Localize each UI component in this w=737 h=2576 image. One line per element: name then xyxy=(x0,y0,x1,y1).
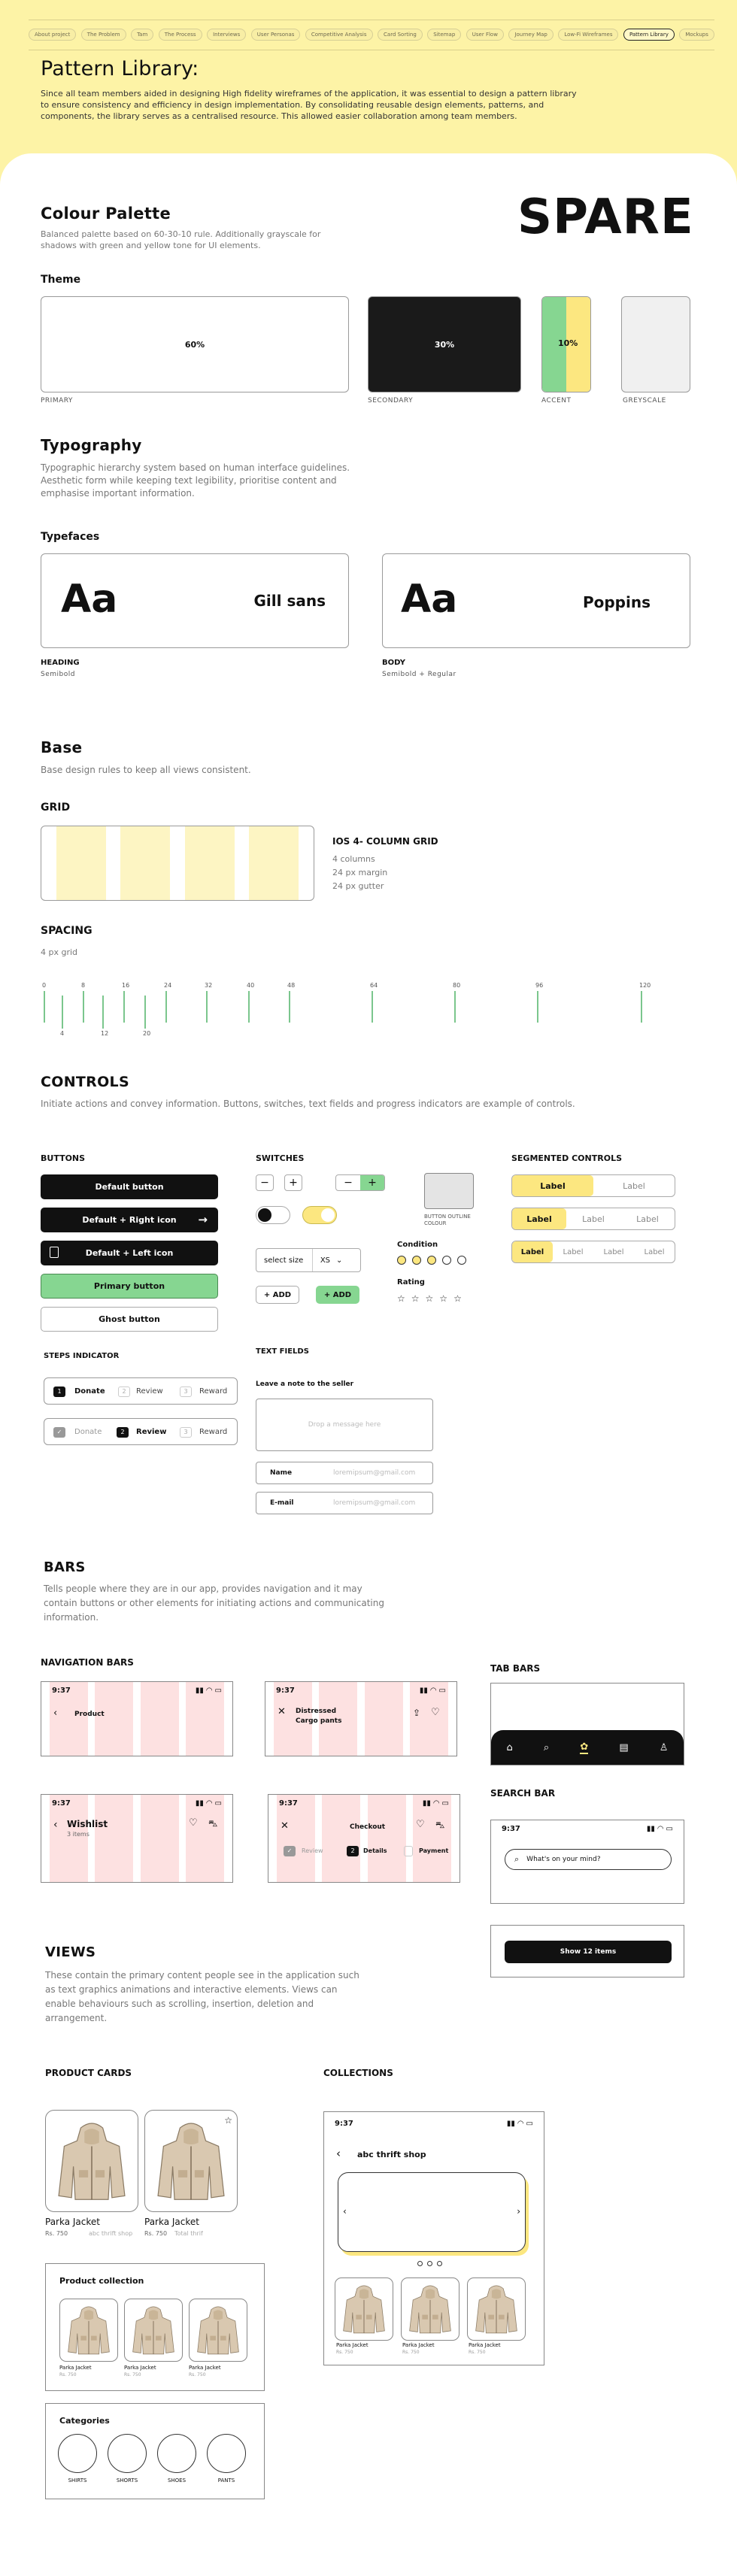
spacing-value: 4 xyxy=(60,1030,65,1037)
share-icon[interactable]: ⇪ xyxy=(413,1708,421,1718)
back-chevron-icon[interactable]: ‹ xyxy=(53,1708,58,1719)
button-label: Default + Right icon xyxy=(82,1215,177,1225)
tab-bar xyxy=(491,1730,684,1765)
category-label: SHIRTS xyxy=(68,2478,87,2484)
spacing-value: 8 xyxy=(81,982,86,989)
chevron-right-icon[interactable]: › xyxy=(517,2206,520,2217)
condition-radio[interactable] xyxy=(442,1256,451,1265)
nav-link[interactable]: Card Sorting xyxy=(378,29,423,41)
secondary-swatch: 30% xyxy=(368,296,521,392)
nav-bar-wishlist xyxy=(41,1794,233,1883)
clipboard-icon xyxy=(50,1247,59,1258)
grid-column xyxy=(249,826,299,900)
product-image[interactable] xyxy=(189,2299,247,2362)
jacket-image xyxy=(402,2278,459,2340)
spacing-value: 16 xyxy=(122,982,130,989)
nav-title: Distressed xyxy=(296,1708,337,1715)
product-cards-title: PRODUCT CARDS xyxy=(45,2068,132,2078)
status-bar xyxy=(52,1687,222,1695)
typography-title: Typography xyxy=(41,436,142,454)
category-circle[interactable] xyxy=(157,2434,196,2473)
grid-margin: 24 px margin xyxy=(332,868,388,877)
select-value xyxy=(312,1249,360,1271)
categories-title: Categories xyxy=(59,2416,110,2426)
back-chevron-icon[interactable]: ‹ xyxy=(53,1819,58,1831)
spacing-tick xyxy=(454,991,456,1023)
secondary-label: SECONDARY xyxy=(368,397,414,405)
search-placeholder: What's on your mind? xyxy=(526,1856,601,1863)
minus-icon[interactable]: − xyxy=(344,1177,353,1189)
rating-stars[interactable] xyxy=(397,1293,462,1304)
bars-title: BARS xyxy=(44,1559,86,1575)
toggle-knob xyxy=(321,1208,335,1222)
nav-link[interactable]: User Flow xyxy=(466,29,504,41)
name-field[interactable] xyxy=(256,1462,433,1484)
check-icon: ✓ xyxy=(284,1846,296,1856)
segmented-3[interactable] xyxy=(511,1208,675,1230)
segment[interactable]: Label xyxy=(512,1208,566,1229)
jacket-image xyxy=(46,2111,138,2211)
product-image[interactable] xyxy=(401,2277,459,2341)
spacing-sub: 4 px grid xyxy=(41,947,78,957)
time: 9:37 xyxy=(52,1687,71,1695)
condition-label: Condition xyxy=(397,1241,438,1249)
toggle-on[interactable] xyxy=(302,1206,337,1224)
star-icon[interactable]: ☆ xyxy=(439,1293,448,1304)
page-lead: Since all team members aided in designing High fidelity wireframes of the application, it was essential to design a pattern library to ensure consistency and efficiency in design implementation. By consolidating reusable design elements, patterns, and components, the library serves as a centralised resource. This allowed easier collaboration among team members. xyxy=(41,89,577,121)
time: 9:37 xyxy=(502,1825,520,1833)
brand-logo: SPARE xyxy=(517,189,694,245)
nav-link[interactable]: Pattern Library xyxy=(623,29,675,41)
step-label: Reward xyxy=(199,1387,228,1396)
step-number: 3 xyxy=(180,1386,192,1397)
collection-title: Product collection xyxy=(59,2276,144,2286)
spacing-value: 48 xyxy=(287,982,296,989)
textfields-title: TEXT FIELDS xyxy=(256,1347,309,1356)
product-price: Rs. 750 xyxy=(469,2350,486,2355)
spacing-tick xyxy=(144,996,146,1029)
bars-desc: Tells people where they are in our app, provides navigation and it may contain buttons or other elements for initiating actions and communicating information. xyxy=(44,1583,384,1623)
heading-weight: Semibold xyxy=(41,671,75,678)
product-image[interactable] xyxy=(124,2299,183,2362)
product-price: Rs. 750 xyxy=(189,2372,206,2377)
close-icon[interactable]: ✕ xyxy=(281,1820,289,1832)
body-font-name: Poppins xyxy=(582,593,651,611)
spacing-tick xyxy=(248,991,250,1023)
product-shop: abc thrift shop xyxy=(89,2230,133,2237)
signal-icon: ▮▮ ◠ ▭ xyxy=(422,1799,449,1808)
views-title: VIEWS xyxy=(45,1944,96,1960)
segment[interactable]: Label xyxy=(512,1241,553,1262)
nav-bars-title: NAVIGATION BARS xyxy=(41,1657,134,1668)
theme-title: Theme xyxy=(41,274,81,286)
show-items-button[interactable]: Show 12 items xyxy=(505,1941,672,1963)
spacing-value: 64 xyxy=(370,982,378,989)
spacing-tick xyxy=(123,991,125,1023)
views-desc: These contain the primary content people see in the application such as text graphics animations and interactive elements. Views can enable behaviours such as scrolling, insertion, deletion and arrangement. xyxy=(45,1970,359,2023)
body-sample: Aa xyxy=(401,577,458,622)
donate-icon[interactable]: ✿ xyxy=(580,1741,589,1753)
base-desc: Base design rules to keep all views consistent. xyxy=(41,765,251,775)
spacing-tick xyxy=(102,996,104,1029)
product-name: Parka Jacket xyxy=(59,2365,92,2371)
product-name: Parka Jacket xyxy=(402,2342,435,2348)
star-icon[interactable]: ☆ xyxy=(425,1293,434,1304)
grid-overlay xyxy=(41,1795,232,1882)
cart-icon[interactable]: ⛍ xyxy=(208,1818,218,1829)
greyscale-label: GREYSCALE xyxy=(623,397,666,405)
product-name: Parka Jacket xyxy=(189,2365,221,2371)
heart-icon[interactable]: ♡ xyxy=(416,1819,425,1830)
search-input[interactable] xyxy=(505,1849,672,1870)
category-label: SHOES xyxy=(167,2478,187,2484)
nav-link[interactable]: Sitemap xyxy=(427,29,461,41)
step-number: 2 xyxy=(347,1846,359,1856)
condition-radio[interactable] xyxy=(412,1256,421,1265)
user-icon[interactable]: ♙ xyxy=(659,1741,669,1753)
grid-preview xyxy=(41,826,314,901)
product-image[interactable] xyxy=(59,2299,118,2362)
signal-icon: ▮▮ ◠ ▭ xyxy=(506,2120,533,2128)
body-weight: Semibold + Regular xyxy=(382,671,456,678)
signal-icon: ▮▮ ◠ ▭ xyxy=(195,1799,222,1808)
grid-overlay xyxy=(268,1795,459,1882)
status-bar xyxy=(335,2120,533,2128)
status-bar xyxy=(279,1799,449,1808)
condition-radio[interactable] xyxy=(397,1256,406,1265)
grid-column xyxy=(56,826,106,900)
step-label: Donate xyxy=(74,1387,105,1396)
category-circle[interactable] xyxy=(108,2434,147,2473)
step-label: Donate xyxy=(74,1428,102,1436)
segment[interactable]: Label xyxy=(636,1214,659,1224)
status-bar xyxy=(276,1687,446,1695)
typography-desc: Typographic hierarchy system based on human interface guidelines. Aesthetic form while keeping text legibility, prioritise content and emphasise important information. xyxy=(41,462,350,499)
grid-column xyxy=(120,826,170,900)
default-left-icon-button[interactable] xyxy=(41,1241,218,1265)
nav-link[interactable]: Journey Map xyxy=(508,29,553,41)
default-button[interactable]: Default button xyxy=(41,1174,218,1199)
step-label: Reward xyxy=(199,1428,228,1436)
nav-link[interactable]: The Problem xyxy=(81,29,126,41)
primary-swatch: 60% xyxy=(41,296,349,392)
step-label: Review xyxy=(136,1428,167,1436)
product-collection xyxy=(45,2263,265,2391)
spacing-title: SPACING xyxy=(41,925,93,937)
shop-icon[interactable]: ▤ xyxy=(619,1741,629,1753)
category-circle[interactable] xyxy=(58,2434,97,2473)
grid-title: GRID xyxy=(41,802,71,814)
select-value-text: XS xyxy=(320,1256,331,1265)
body-label: BODY xyxy=(382,659,405,667)
search-icon[interactable]: ⌕ xyxy=(543,1741,550,1753)
field-label: Name xyxy=(270,1469,293,1477)
spacing-tick xyxy=(206,991,208,1023)
status-bar xyxy=(52,1799,222,1808)
rating-label: Rating xyxy=(397,1278,425,1286)
switches-title: SWITCHES xyxy=(256,1153,305,1163)
nav-title: Checkout xyxy=(350,1823,386,1831)
segment[interactable]: Label xyxy=(644,1247,665,1256)
jacket-image xyxy=(60,2299,117,2361)
product-price: Rs. 750 xyxy=(45,2230,68,2237)
search-bar-title: SEARCH BAR xyxy=(490,1788,556,1799)
product-image[interactable] xyxy=(45,2110,138,2212)
product-price: Rs. 750 xyxy=(336,2350,353,2355)
product-price: Rs. 750 xyxy=(59,2372,77,2377)
search-icon: ⌕ xyxy=(514,1854,520,1864)
spacing-value: 32 xyxy=(205,982,213,989)
spacing-value: 12 xyxy=(101,1030,109,1037)
stepper[interactable] xyxy=(256,1174,307,1191)
dot[interactable] xyxy=(437,2261,442,2266)
plus-icon[interactable]: + xyxy=(360,1175,384,1190)
step-label: Payment xyxy=(419,1847,449,1854)
product-name: Parka Jacket xyxy=(469,2342,501,2348)
spacing-value: 120 xyxy=(639,982,651,989)
nav-link[interactable]: The Process xyxy=(159,29,202,41)
collections-title: COLLECTIONS xyxy=(323,2068,393,2078)
collections-phone xyxy=(323,2111,544,2365)
note-label: Leave a note to the seller xyxy=(256,1380,354,1388)
nav-link[interactable]: Low-Fi Wireframes xyxy=(558,29,618,41)
tab-bar-frame xyxy=(490,1683,684,1765)
category-circle[interactable] xyxy=(207,2434,246,2473)
add-button-active[interactable]: + ADD xyxy=(316,1286,359,1304)
heart-icon[interactable]: ♡ xyxy=(431,1707,440,1718)
time: 9:37 xyxy=(279,1799,298,1808)
note-textarea[interactable]: Drop a message here xyxy=(256,1399,433,1451)
button-label: Default + Left icon xyxy=(85,1248,174,1258)
button-outline-swatch xyxy=(424,1173,474,1209)
minus-icon[interactable]: − xyxy=(256,1174,274,1191)
chevron-down-icon: ⌄ xyxy=(336,1256,343,1265)
spacing-value: 24 xyxy=(164,982,172,989)
nav-subtitle: 3 items xyxy=(67,1831,89,1838)
nav-link[interactable]: Mockups xyxy=(679,29,714,41)
select-label: select size xyxy=(264,1256,304,1265)
status-bar xyxy=(502,1825,673,1833)
segment[interactable]: Label xyxy=(582,1214,605,1224)
star-icon[interactable]: ☆ xyxy=(224,2115,232,2126)
segmented-2[interactable] xyxy=(511,1174,675,1197)
time: 9:37 xyxy=(276,1687,295,1695)
steps-title: STEPS INDICATOR xyxy=(44,1352,120,1360)
home-icon[interactable]: ⌂ xyxy=(506,1741,513,1753)
field-label: E-mail xyxy=(270,1499,294,1507)
heart-icon[interactable]: ♡ xyxy=(189,1817,198,1829)
segment[interactable]: Label xyxy=(563,1247,584,1256)
signal-icon: ▮▮ ◠ ▭ xyxy=(646,1825,673,1833)
button-outline-label: BUTTON OUTLINE COLOUR xyxy=(424,1214,471,1226)
check-icon: ✓ xyxy=(53,1427,65,1438)
product-name: Parka Jacket xyxy=(144,2217,199,2227)
product-price: Rs. 750 xyxy=(402,2350,420,2355)
stepper-active[interactable] xyxy=(335,1174,385,1191)
heading-font-name: Gill sans xyxy=(253,592,326,610)
spacing-tick xyxy=(62,996,63,1029)
product-price: Rs. 750 xyxy=(144,2230,168,2237)
heading-typeface-card xyxy=(41,553,349,648)
step-number: 1 xyxy=(53,1386,65,1397)
condition-radio[interactable] xyxy=(457,1256,466,1265)
spacing-tick xyxy=(289,991,290,1023)
carousel[interactable] xyxy=(338,2172,526,2252)
toggle-off[interactable] xyxy=(256,1206,290,1224)
field-placeholder: loremipsum@gmail.com xyxy=(333,1499,416,1507)
page-title: Pattern Library: xyxy=(41,57,199,80)
tab-bars-title: TAB BARS xyxy=(490,1663,541,1674)
controls-desc: Initiate actions and convey information. Buttons, switches, text fields and progress indicators are example of controls. xyxy=(41,1099,575,1109)
spacing-tick xyxy=(44,991,45,1023)
time: 9:37 xyxy=(335,2120,353,2128)
toggle-knob xyxy=(258,1208,271,1222)
jacket-image xyxy=(468,2278,525,2340)
cart-icon[interactable]: ⛍ xyxy=(435,1820,445,1830)
ghost-button[interactable]: Ghost button xyxy=(41,1307,218,1332)
nav-link[interactable]: About project xyxy=(29,29,76,41)
nav-link[interactable]: Interviews xyxy=(207,29,246,41)
spacing-tick xyxy=(372,991,373,1023)
email-field[interactable] xyxy=(256,1492,433,1514)
greyscale-swatch xyxy=(621,296,690,392)
segmented-title: SEGMENTED CONTROLS xyxy=(511,1153,622,1163)
star-icon[interactable]: ☆ xyxy=(397,1293,405,1304)
segment[interactable]: Label xyxy=(512,1175,593,1196)
spacing-tick xyxy=(165,991,167,1023)
nav-link[interactable]: User Personas xyxy=(251,29,301,41)
heading-sample: Aa xyxy=(61,577,118,622)
product-name: Parka Jacket xyxy=(124,2365,156,2371)
primary-label: PRIMARY xyxy=(41,397,73,405)
dot[interactable] xyxy=(417,2261,423,2266)
accent-pct: 10% xyxy=(558,338,578,348)
nav-link[interactable]: Tam xyxy=(131,29,153,41)
plus-icon[interactable]: + xyxy=(284,1174,302,1191)
step-label: Review xyxy=(302,1847,323,1854)
arrow-right-icon: → xyxy=(198,1213,208,1226)
segmented-4[interactable] xyxy=(511,1241,675,1263)
nav-bar-checkout xyxy=(268,1794,460,1883)
top-navigation xyxy=(29,27,714,42)
signal-icon: ▮▮ ◠ ▭ xyxy=(419,1687,446,1695)
accent-label: ACCENT xyxy=(541,397,572,405)
product-price: Rs. 750 xyxy=(124,2372,141,2377)
jacket-image xyxy=(335,2278,393,2340)
step-number: 3 xyxy=(180,1427,192,1438)
spacing-tick xyxy=(641,991,642,1023)
grid-name: IOS 4- COLUMN GRID xyxy=(332,836,438,847)
colour-title: Colour Palette xyxy=(41,205,171,223)
body-typeface-card xyxy=(382,553,690,648)
product-name: Parka Jacket xyxy=(336,2342,368,2348)
grid-columns: 4 columns xyxy=(332,854,375,864)
field-placeholder: loremipsum@gmail.com xyxy=(333,1469,416,1477)
star-icon[interactable]: ☆ xyxy=(411,1293,420,1304)
product-image[interactable] xyxy=(467,2277,526,2341)
spacing-value: 40 xyxy=(247,982,255,989)
product-shop: Total thrif xyxy=(174,2230,203,2237)
step-number: 2 xyxy=(118,1386,130,1397)
steps-indicator-2 xyxy=(44,1418,238,1445)
grid-column xyxy=(185,826,235,900)
spacing-value: 96 xyxy=(535,982,544,989)
nav-title: Wishlist xyxy=(67,1819,108,1829)
dot[interactable] xyxy=(427,2261,432,2266)
product-name: Parka Jacket xyxy=(45,2217,100,2227)
category-label: SHORTS xyxy=(116,2478,138,2484)
jacket-image xyxy=(125,2299,182,2361)
categories xyxy=(45,2403,265,2499)
nav-bar-product xyxy=(41,1681,233,1756)
spacing-value: 20 xyxy=(143,1030,151,1037)
signal-icon: ▮▮ ◠ ▭ xyxy=(195,1687,222,1695)
product-image[interactable] xyxy=(144,2110,238,2212)
default-right-icon-button[interactable] xyxy=(41,1208,218,1232)
controls-title: CONTROLS xyxy=(41,1074,129,1090)
shop-title: abc thrift shop xyxy=(357,2150,426,2159)
jacket-image xyxy=(145,2111,237,2211)
category-label: PANTS xyxy=(217,2478,235,2484)
heading-label: HEADING xyxy=(41,659,80,667)
spacing-tick xyxy=(83,991,84,1023)
back-chevron-icon[interactable]: ‹ xyxy=(336,2147,341,2160)
step-number: 2 xyxy=(117,1427,129,1438)
typefaces-title: Typefaces xyxy=(41,531,100,543)
show-items-frame xyxy=(490,1925,684,1977)
chevron-left-icon[interactable]: ‹ xyxy=(343,2206,347,2217)
steps-indicator-1 xyxy=(44,1377,238,1405)
base-title: Base xyxy=(41,738,83,756)
size-select[interactable] xyxy=(256,1248,361,1272)
product-image[interactable] xyxy=(335,2277,393,2341)
primary-button[interactable]: Primary button xyxy=(41,1274,218,1299)
time: 9:37 xyxy=(52,1799,71,1808)
step-label: Review xyxy=(136,1387,163,1396)
condition-radio[interactable] xyxy=(427,1256,436,1265)
spacing-tick xyxy=(537,991,538,1023)
carousel-dots[interactable] xyxy=(417,2261,442,2266)
colour-desc: Balanced palette based on 60-30-10 rule. Additionally grayscale for shadows with green and yellow tone for UI elements. xyxy=(41,229,321,250)
spacing-value: 80 xyxy=(453,982,461,989)
jacket-image xyxy=(190,2299,247,2361)
close-icon[interactable]: ✕ xyxy=(278,1706,286,1717)
segment[interactable]: Label xyxy=(623,1180,645,1191)
nav-subtitle: Cargo pants xyxy=(296,1717,342,1725)
nav-bar-distressed xyxy=(265,1681,457,1756)
spacing-value: 0 xyxy=(42,982,47,989)
buttons-title: BUTTONS xyxy=(41,1153,86,1163)
search-bar-frame xyxy=(490,1820,684,1904)
segment[interactable]: Label xyxy=(603,1247,624,1256)
grid-gutter: 24 px gutter xyxy=(332,881,384,891)
step-box xyxy=(404,1846,413,1856)
step-label: Details xyxy=(363,1847,387,1854)
nav-title: Product xyxy=(74,1711,105,1718)
star-icon[interactable]: ☆ xyxy=(453,1293,462,1304)
add-button[interactable]: + ADD xyxy=(256,1286,299,1304)
nav-link[interactable]: Competitive Analysis xyxy=(305,29,373,41)
